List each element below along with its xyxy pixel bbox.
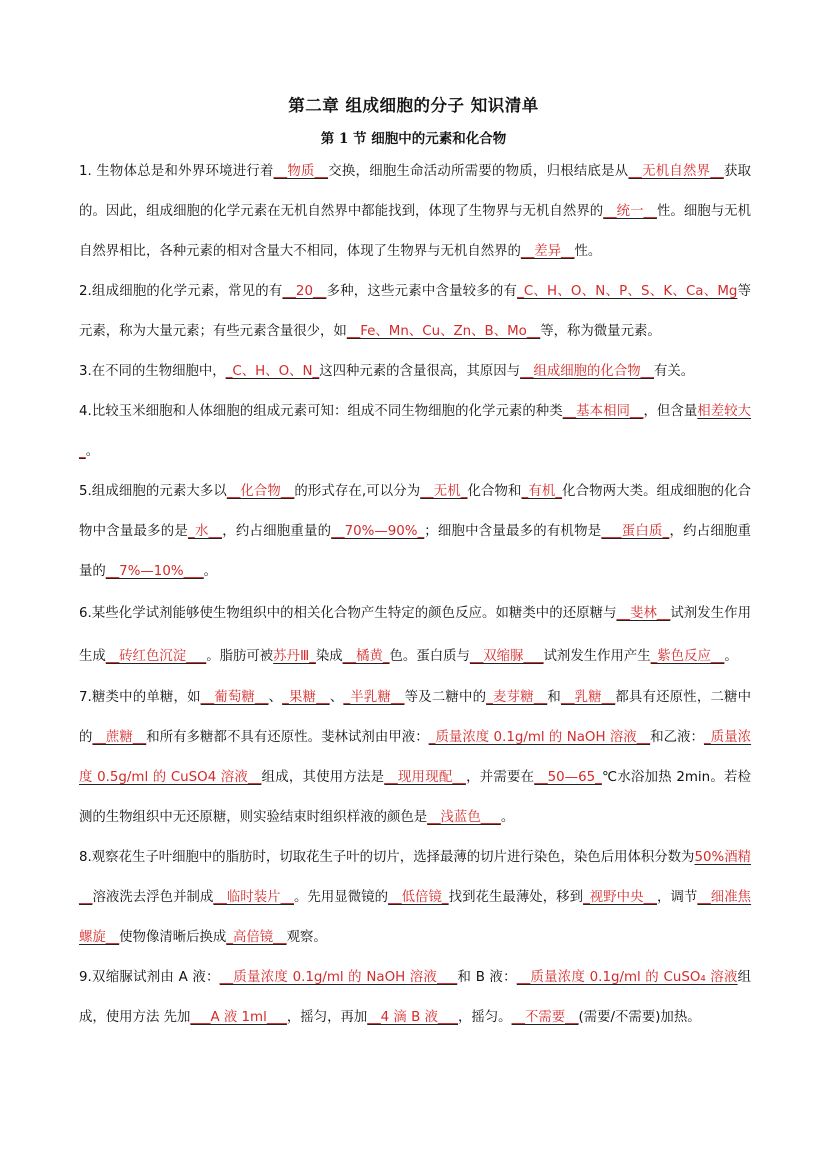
question-text: (需要/不需要)加热。 (578, 1010, 701, 1025)
question-text: 等，称为微量元素。 (540, 324, 661, 339)
question-text: 的形式存在,可以分为 (294, 484, 421, 499)
answer-blank: __斐林__ (616, 606, 671, 621)
answer-blank: __组成细胞的化合物__ (520, 364, 654, 379)
question-text: 等及二糖中的 (404, 690, 487, 705)
answer-blank: __质量浓度 0.1g/ml 的 NaOH 溶液___ (219, 970, 458, 985)
answer-blank: __化合物__ (226, 484, 295, 499)
question-text: 5.组成细胞的元素大多以 (79, 484, 227, 499)
answer-blank: __7%—10%___ (105, 564, 204, 579)
question-text: 交换，细胞生命活动所需要的物质，归根结底是从 (328, 164, 629, 179)
knowledge-list (79, 152, 751, 1038)
question-text: ，摇匀。 (458, 1010, 512, 1025)
question-text: 和 B 液： (457, 970, 517, 985)
paragraph-3 (79, 352, 751, 392)
question-text: 。 (203, 564, 218, 579)
question-text: 。脂肪可被 (206, 649, 274, 664)
question-text: 和 (547, 690, 561, 705)
question-text: 。 (500, 810, 515, 825)
question-text: 这四种元素的含量很高，其原因与 (319, 364, 521, 379)
document-title: 第二章 组成细胞的分子 知识清单 (288, 96, 539, 115)
answer-blank: __临时装片__ (213, 890, 294, 905)
answer-blank: _半乳糖__ (343, 690, 405, 705)
question-text: 化合物和 (467, 484, 522, 499)
question-text: 化合物两大类。组成细胞的化合物中含量最多的是 (79, 484, 752, 539)
question-text: 色。蛋白质与 (389, 649, 470, 664)
answer-blank: __低倍镜_ (388, 890, 449, 905)
answer-blank: __基本相同__ (562, 404, 644, 419)
answer-blank: __差异__ (520, 244, 575, 259)
answer-blank: ___A 液 1ml___ (190, 1010, 287, 1025)
paragraph-2 (79, 272, 751, 352)
question-text: 。 (85, 444, 100, 459)
question-text: ，约占细胞重量的 (221, 524, 332, 539)
answer-blank: _有机_ (521, 484, 563, 499)
answer-blank: 50%酒精__ (79, 850, 752, 905)
section-subtitle: 第 1 节 细胞中的元素和化合物 (320, 131, 507, 147)
question-text: 3.在不同的生物细胞中， (79, 364, 226, 379)
question-text: 。 (724, 649, 738, 664)
question-text: 性。细胞与无机自然界相比，各种元素的相对含量大不相同，体现了生物界与无机自然界的 (79, 204, 752, 259)
answer-blank: __20__ (282, 284, 327, 299)
paragraph-9 (79, 958, 751, 1038)
question-text: 找到花生最薄处，移到 (448, 890, 584, 905)
answer-blank: __浅蓝色___ (427, 810, 501, 825)
answer-blank: _质量浓度 0.1g/ml 的 NaOH 溶液__ (428, 730, 651, 745)
question-text: ℃水浴加热 2min。若检测的生物组织中无还原糖，则实验结束时组织样液的颜色是 (79, 770, 752, 825)
question-text: ，约占细胞重量的 (79, 524, 752, 579)
answer-blank: _视野中央__ (583, 890, 657, 905)
answer-blank: __物质__ (273, 164, 328, 179)
answer-blank: __橘黄_ (342, 649, 390, 664)
question-text: 溶液洗去浮色并制成 (92, 890, 214, 905)
question-text: 1. 生物体总是和外界环境进行着 (79, 164, 274, 179)
question-text: 观察。 (286, 930, 327, 945)
paragraph-7 (79, 678, 751, 838)
question-text: ，但含量 (643, 404, 698, 419)
question-text: ；细胞中含量最多的有机物是 (424, 524, 602, 539)
answer-blank: __70%—90%_ (331, 524, 425, 539)
question-text: 4.比较玉米细胞和人体细胞的组成元素可知：组成不同生物细胞的化学元素的种类 (79, 404, 563, 419)
question-text: 2.组成细胞的化学元素，常见的有 (79, 284, 283, 299)
answer-blank: __统一__ (603, 204, 657, 219)
question-text: 组成，其使用方法是 (261, 770, 385, 785)
paragraph-4 (79, 392, 751, 472)
question-text: 多种，这些元素中含量较多的有 (326, 284, 518, 299)
question-text: 和所有多糖都不具有还原性。斐林试剂由甲液： (146, 730, 429, 745)
question-text: 8.观察花生子叶细胞中的脂肪时，切取花生子叶的切片，选择最薄的切片进行染色，染色后用体积分数为 (79, 850, 695, 865)
question-text: 使物像清晰后换成 (119, 930, 227, 945)
answer-blank: ___蛋白质_ (601, 524, 670, 539)
question-text: 获取的。因此，组成细胞的化学元素在无机自然界中都能找到，体现了生物界与无机自然界的 (79, 164, 752, 219)
question-text: 等元素，称为大量元素；有些元素含量很少，如 (79, 284, 752, 339)
question-text: 、 (268, 690, 283, 705)
paragraph-1 (79, 152, 751, 272)
question-text: 7.糖类中的单糖，如 (79, 690, 201, 705)
answer-blank: __乳糖__ (561, 690, 616, 705)
answer-blank: __砖红色沉淀___ (105, 649, 207, 664)
question-text: 6.某些化学试剂能够使生物组织中的相关化合物产生特定的颜色反应。如糖类中的还原糖与 (79, 606, 617, 621)
question-text: 9.双缩脲试剂由 A 液： (79, 970, 220, 985)
answer-blank: _果糖__ (282, 690, 330, 705)
question-text: 、 (329, 690, 344, 705)
question-text: ，调节 (656, 890, 698, 905)
answer-blank: __无机_ (420, 484, 468, 499)
question-text: 有关。 (654, 364, 695, 379)
question-text: 和乙液： (650, 730, 704, 745)
paragraph-5 (79, 472, 751, 592)
answer-blank: __无机自然界__ (628, 164, 724, 179)
answer-blank: __蔗糖__ (92, 730, 147, 745)
question-text: 试剂发生作用产生 (543, 649, 651, 664)
answer-blank: __细准焦螺旋__ (79, 890, 752, 945)
answer-blank: __4 滴 B 液___ (367, 1010, 458, 1025)
answer-blank: 相差较大_ (79, 404, 752, 459)
paragraph-6 (79, 592, 751, 678)
answer-blank: __现用现配__ (384, 770, 466, 785)
question-text: 染成 (315, 649, 343, 664)
answer-blank: _C、H、O、N、P、S、K、Ca、Mg (517, 284, 738, 299)
answer-blank: _质量浓度 0.5g/ml 的 CuSO4 溶液__ (79, 730, 752, 785)
question-text: 组成，使用方法 先加 (79, 970, 752, 1025)
question-text: 性。 (574, 244, 602, 259)
answer-blank: 苏丹Ⅲ_ (273, 649, 316, 664)
answer-blank: __50—65_ (534, 770, 602, 785)
answer-blank: _紫色反应__ (650, 649, 725, 664)
paragraph-8 (79, 838, 751, 958)
answer-blank: _水__ (188, 524, 222, 539)
question-text: 试剂发生作用生成 (79, 606, 752, 664)
answer-blank: __Fe、Mn、Cu、Zn、B、Mo__ (346, 324, 541, 339)
question-text: ，摇匀，再加 (286, 1010, 368, 1025)
answer-blank: __葡萄糖__ (200, 690, 269, 705)
question-text: ，并需要在 (465, 770, 535, 785)
answer-blank: __不需要__ (511, 1010, 579, 1025)
answer-blank: _麦芽糖__ (486, 690, 548, 705)
question-text: 。先用显微镜的 (294, 890, 389, 905)
answer-blank: _高倍镜__ (226, 930, 287, 945)
answer-blank: _C、H、O、N_ (225, 364, 320, 379)
answer-blank: __质量浓度 0.1g/ml 的 CuSO₄ 溶液 (516, 970, 738, 985)
question-text: 都具有还原性，二糖中的 (79, 690, 752, 745)
answer-blank: __双缩脲___ (469, 649, 544, 664)
